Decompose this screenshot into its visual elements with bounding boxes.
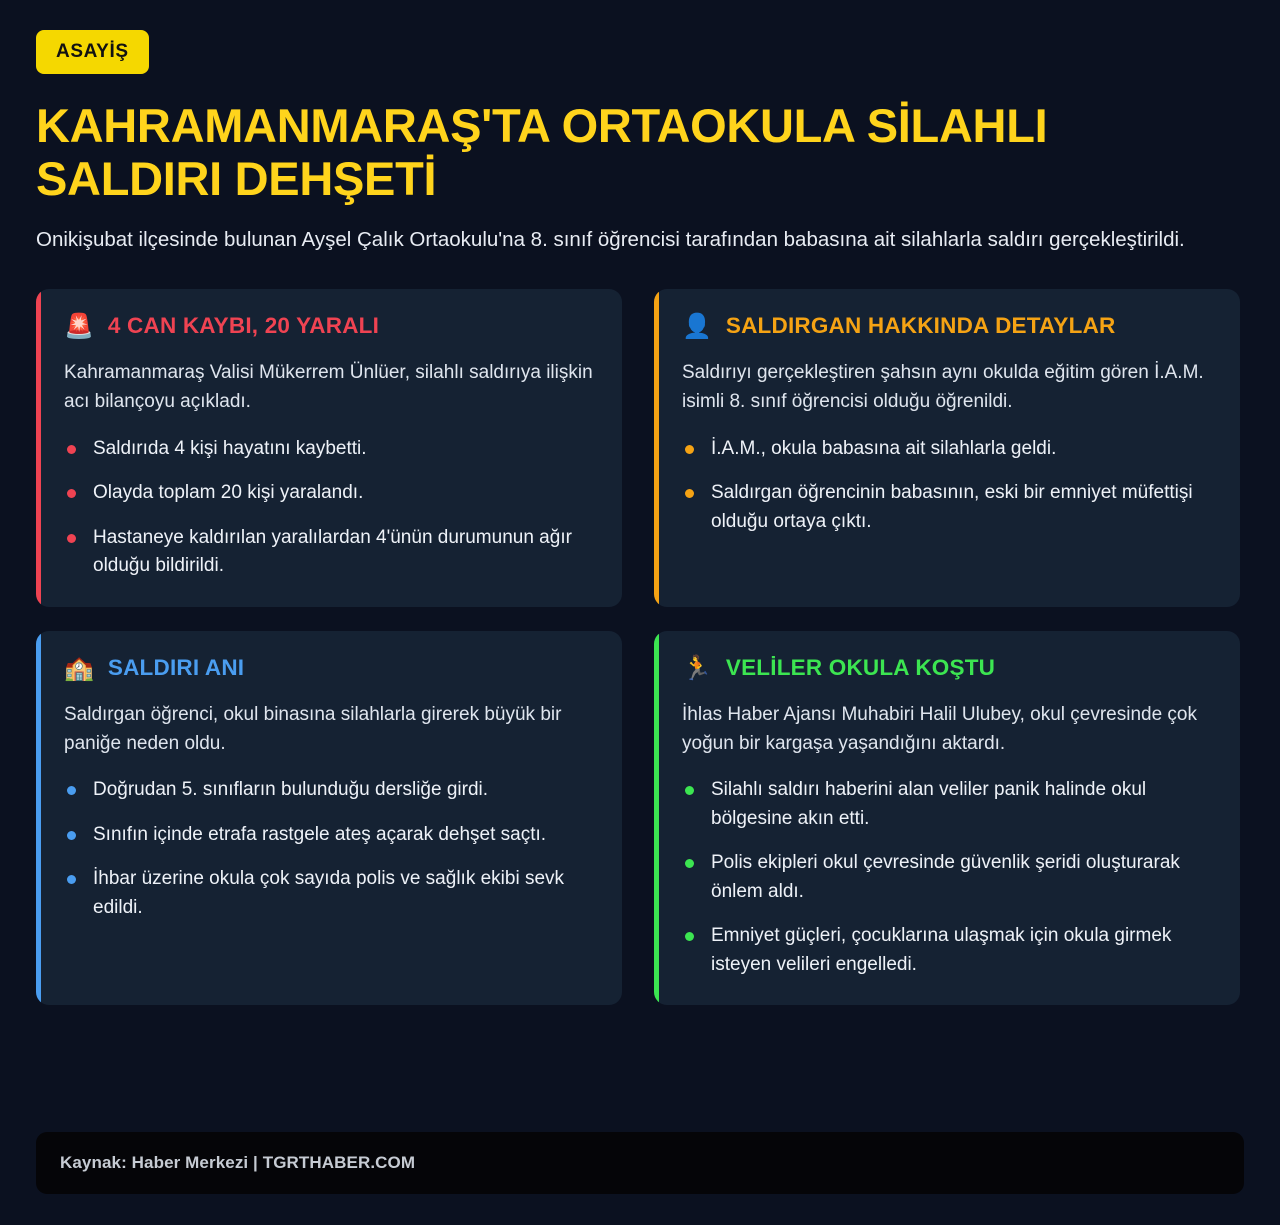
info-card-attacker <box>654 289 1240 607</box>
info-card-casualties <box>36 289 622 607</box>
card-bullet-list <box>682 776 1214 979</box>
list-item <box>682 479 1214 536</box>
list-item <box>64 865 596 922</box>
list-item <box>682 849 1214 906</box>
bullet-dot <box>685 932 694 941</box>
card-title: SALDIRGAN HAKKINDA DETAYLAR <box>725 312 1116 338</box>
rotating-light-icon: 🚨 <box>64 311 94 340</box>
bullet-dot <box>67 831 76 840</box>
list-item <box>682 776 1214 833</box>
list-item <box>64 479 596 508</box>
bullet-dot <box>685 786 694 795</box>
bullet-dot <box>67 445 76 454</box>
list-item <box>682 435 1214 464</box>
bullet-dot <box>67 534 76 543</box>
card-body-text: Saldırıyı gerçekleştiren şahsın aynı okulda eğitim gören İ.A.M. isimli 8. sınıf öğrencisi olduğu öğrenildi. <box>682 361 1204 412</box>
list-item <box>64 776 596 805</box>
card-title: 4 CAN KAYBI, 20 YARALI <box>107 312 380 338</box>
card-header <box>64 313 596 339</box>
source-footer <box>36 1132 1244 1194</box>
card-bullet-list <box>64 776 596 922</box>
list-item-text: Doğrudan 5. sınıfların bulunduğu dersliğe girdi. <box>93 779 489 801</box>
card-accent-bar <box>654 289 659 607</box>
bullet-dot <box>685 489 694 498</box>
bullet-dot <box>685 445 694 454</box>
list-item-text: Polis ekipleri okul çevresinde güvenlik şeridi oluşturarak önlem aldı. <box>711 852 1180 902</box>
bullet-dot <box>67 489 76 498</box>
card-accent-bar <box>36 289 41 607</box>
page-subtitle: Onikişubat ilçesinde bulunan Ayşel Çalık Ortaokulu'na 8. sınıf öğrencisi tarafından babasına ait silahlarla saldırı gerçekleştirildi. <box>36 228 1185 252</box>
bullet-dot <box>67 875 76 884</box>
info-card-attack-moment <box>36 631 622 1006</box>
card-bullet-list <box>64 435 596 581</box>
list-item-text: Saldırgan öğrencinin babasının, eski bir emniyet müfettişi olduğu ortaya çıktı. <box>711 482 1193 532</box>
bullet-dot <box>67 786 76 795</box>
list-item <box>64 435 596 464</box>
card-title: SALDIRI ANI <box>107 654 245 680</box>
list-item-text: Hastaneye kaldırılan yaralılardan 4'ünün durumunun ağır olduğu bildirildi. <box>93 526 572 577</box>
list-item <box>64 821 596 850</box>
card-accent-bar <box>654 631 659 1006</box>
card-body-text: Saldırgan öğrenci, okul binasına silahlarla girerek büyük bir paniğe neden oldu. <box>64 703 562 754</box>
card-bullet-list <box>682 435 1214 537</box>
card-header <box>64 655 596 681</box>
list-item <box>64 524 596 581</box>
list-item-text: Emniyet güçleri, çocuklarına ulaşmak için okula girmek isteyen velileri engelledi. <box>711 925 1172 975</box>
category-badge: ASAYİŞ <box>36 30 149 74</box>
card-body-text: İhlas Haber Ajansı Muhabiri Halil Ulubey, okul çevresinde çok yoğun bir kargaşa yaşandığını aktardı. <box>682 703 1198 754</box>
card-body-text: Kahramanmaraş Valisi Mükerrem Ünlüer, silahlı saldırıya ilişkin acı bilançoyu açıkladı. <box>64 361 593 412</box>
list-item-text: Olayda toplam 20 kişi yaralandı. <box>93 482 364 504</box>
bust-in-silhouette-icon: 👤 <box>682 311 712 340</box>
school-icon: 🏫 <box>64 653 94 682</box>
cards-grid <box>36 289 1244 1006</box>
card-accent-bar <box>36 631 41 1006</box>
info-card-parents <box>654 631 1240 1006</box>
card-title: VELİLER OKULA KOŞTU <box>725 654 996 680</box>
bullet-dot <box>685 859 694 868</box>
card-header <box>682 655 1214 681</box>
list-item-text: Sınıfın içinde etrafa rastgele ateş açarak dehşet saçtı. <box>93 823 547 845</box>
card-header <box>682 313 1214 339</box>
running-person-icon: 🏃 <box>682 653 712 682</box>
list-item <box>682 922 1214 979</box>
list-item-text: İhbar üzerine okula çok sayıda polis ve sağlık ekibi sevk edildi. <box>93 868 565 918</box>
page-title: KAHRAMANMARAŞ'TA ORTAOKULA SİLAHLI SALDIRI DEHŞETİ <box>36 99 1048 205</box>
list-item-text: İ.A.M., okula babasına ait silahlarla geldi. <box>711 437 1057 459</box>
source-text: Kaynak: Haber Merkezi | TGRTHABER.COM <box>60 1153 416 1172</box>
list-item-text: Saldırıda 4 kişi hayatını kaybetti. <box>93 437 367 459</box>
list-item-text: Silahlı saldırı haberini alan veliler panik halinde okul bölgesine akın etti. <box>711 779 1147 829</box>
